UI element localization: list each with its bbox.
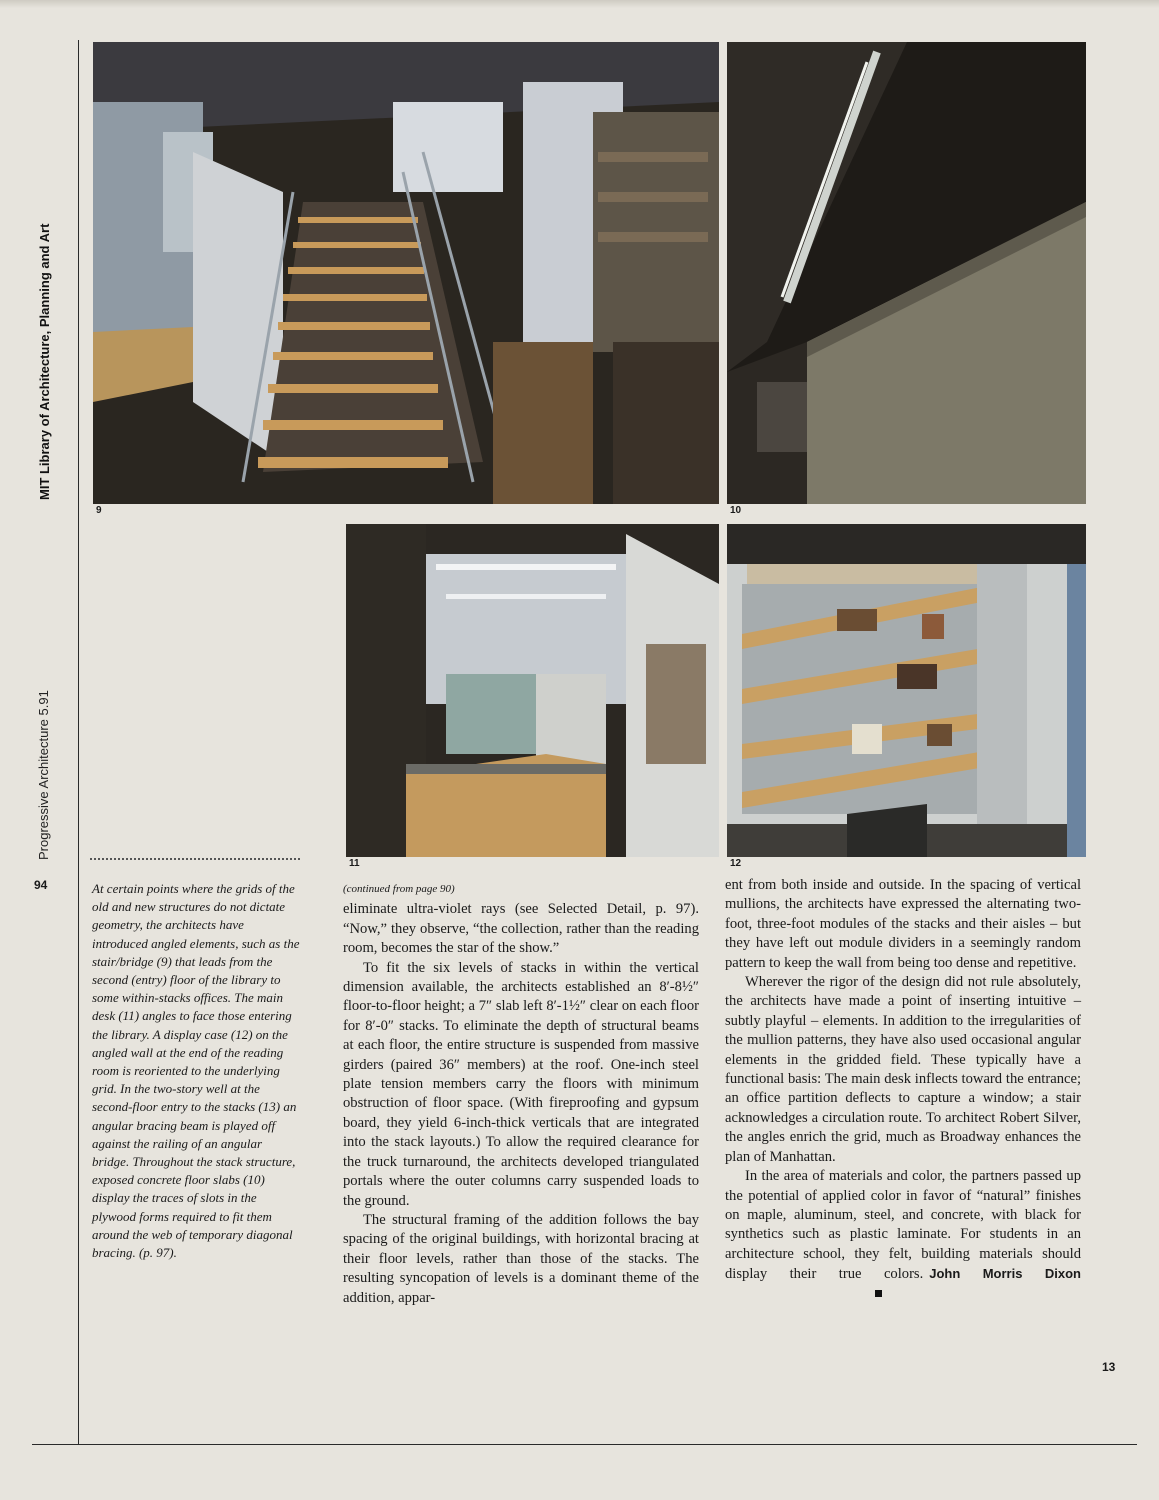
article-column-2: [725, 876, 1081, 1304]
photo-stair-bridge: [93, 42, 719, 504]
bottom-rule: [32, 1444, 1137, 1445]
page-number: 94: [34, 878, 48, 892]
author-name: John Morris Dixon: [929, 1266, 1081, 1282]
paragraph: [725, 1167, 1081, 1304]
running-title: MIT Library of Architecture, Planning and Art: [37, 223, 52, 500]
photo-main-desk: [346, 524, 719, 857]
photo-display-case: [727, 524, 1086, 857]
section-page-number: 13: [1102, 1360, 1116, 1374]
article-column-1: [343, 880, 699, 1308]
issue-label: Progressive Architecture 5.91: [36, 690, 51, 860]
end-mark-icon: [875, 1290, 882, 1297]
photo-concrete-slab: [727, 42, 1086, 504]
paragraph: Wherever the rigor of the design did not rule absolutely, the architects have made a point of inserting intuitive – subtly playful – elements. In addition to the irregularities of the mullion patterns, they have also used occasional angular elements in the gridded field. These typically have a functional basis: The main desk inflects toward the entrance; an office partition deflects to capture a window; a stair acknowledges a circulation route. To architect Robert Silver, the angles enrich the grid, much as Broadway enhances the plan of Manhattan.: [725, 974, 1081, 1165]
figure-number: 10: [730, 505, 742, 516]
paragraph: To fit the six levels of stacks in within the vertical dimension available, the architects established an 8′-8½″ floor-to-floor height; a 7″ slab left 8′-1½″ clear on each floor for 8′-0″ stacks. To eliminate the depth of structural beams at each floor, the entire structure is suspended from massive girders (paired 36″ members) at the roof. One-inch steel plate tension members carry the floors with minimum obstruction of floor space. (With fireproofing and gypsum board, they yield 6-inch-thick verticals that are integrated into the stack layouts.) To allow the required clearance for the truck turnaround, the architects developed triangulated portals where the outer columns carry suspended loads to the ground.: [343, 959, 699, 1209]
caption-divider: [90, 858, 300, 862]
paragraph: The structural framing of the addition follows the bay spacing of the original buildings, with horizontal bracing at their floor levels, rather than those of the stacks. The resulting syncopation of levels is a dominant theme of the addition, appar-: [343, 1211, 699, 1306]
figure-number: 9: [96, 505, 102, 516]
paragraph-text: In the area of materials and color, the partners passed up the potential of applied color in favor of “natural” finishes on maple, aluminum, steel, and concrete, with black for synthetics such as plastic laminate. For students in an architecture school, they felt, building materials should display their true colors.: [725, 1168, 1081, 1283]
margin-rule: [78, 40, 79, 1445]
paragraph: ent from both inside and outside. In the spacing of vertical mullions, the architects have expressed the alternating two-foot, three-foot modules of the stacks and their aisles – but they have left out module dividers in a seemingly random pattern to keep the wall from being too dense and repetitive.: [725, 877, 1081, 971]
scan-edge: [0, 0, 1159, 8]
figure-number: 11: [349, 858, 360, 869]
continued-note: (continued from page 90): [343, 883, 455, 895]
paragraph: eliminate ultra-violet rays (see Selected Detail, p. 97). “Now,” they observe, “the collection, rather than the reading room, becomes the star of the show.”: [343, 901, 699, 957]
photo-caption: At certain points where the grids of the old and new structures do not dictate geometry, the architects have introduced angled elements, such as the stair/bridge (9) that leads from the second (entry) floor of the library to some within-stacks offices. The main desk (11) angles to face those entering the library. A display case (12) on the angled wall at the end of the reading room is reoriented to the underlying grid. In the two-story well at the second-floor entry to the stacks (13) an angular bracing beam is played off against the railing of an angular bridge. Throughout the stack structure, exposed concrete floor slabs (10) display the traces of slots in the plywood forms required to fit them around the web of temporary diagonal bracing. (p. 97).: [92, 881, 300, 1261]
figure-number: 12: [730, 858, 742, 869]
